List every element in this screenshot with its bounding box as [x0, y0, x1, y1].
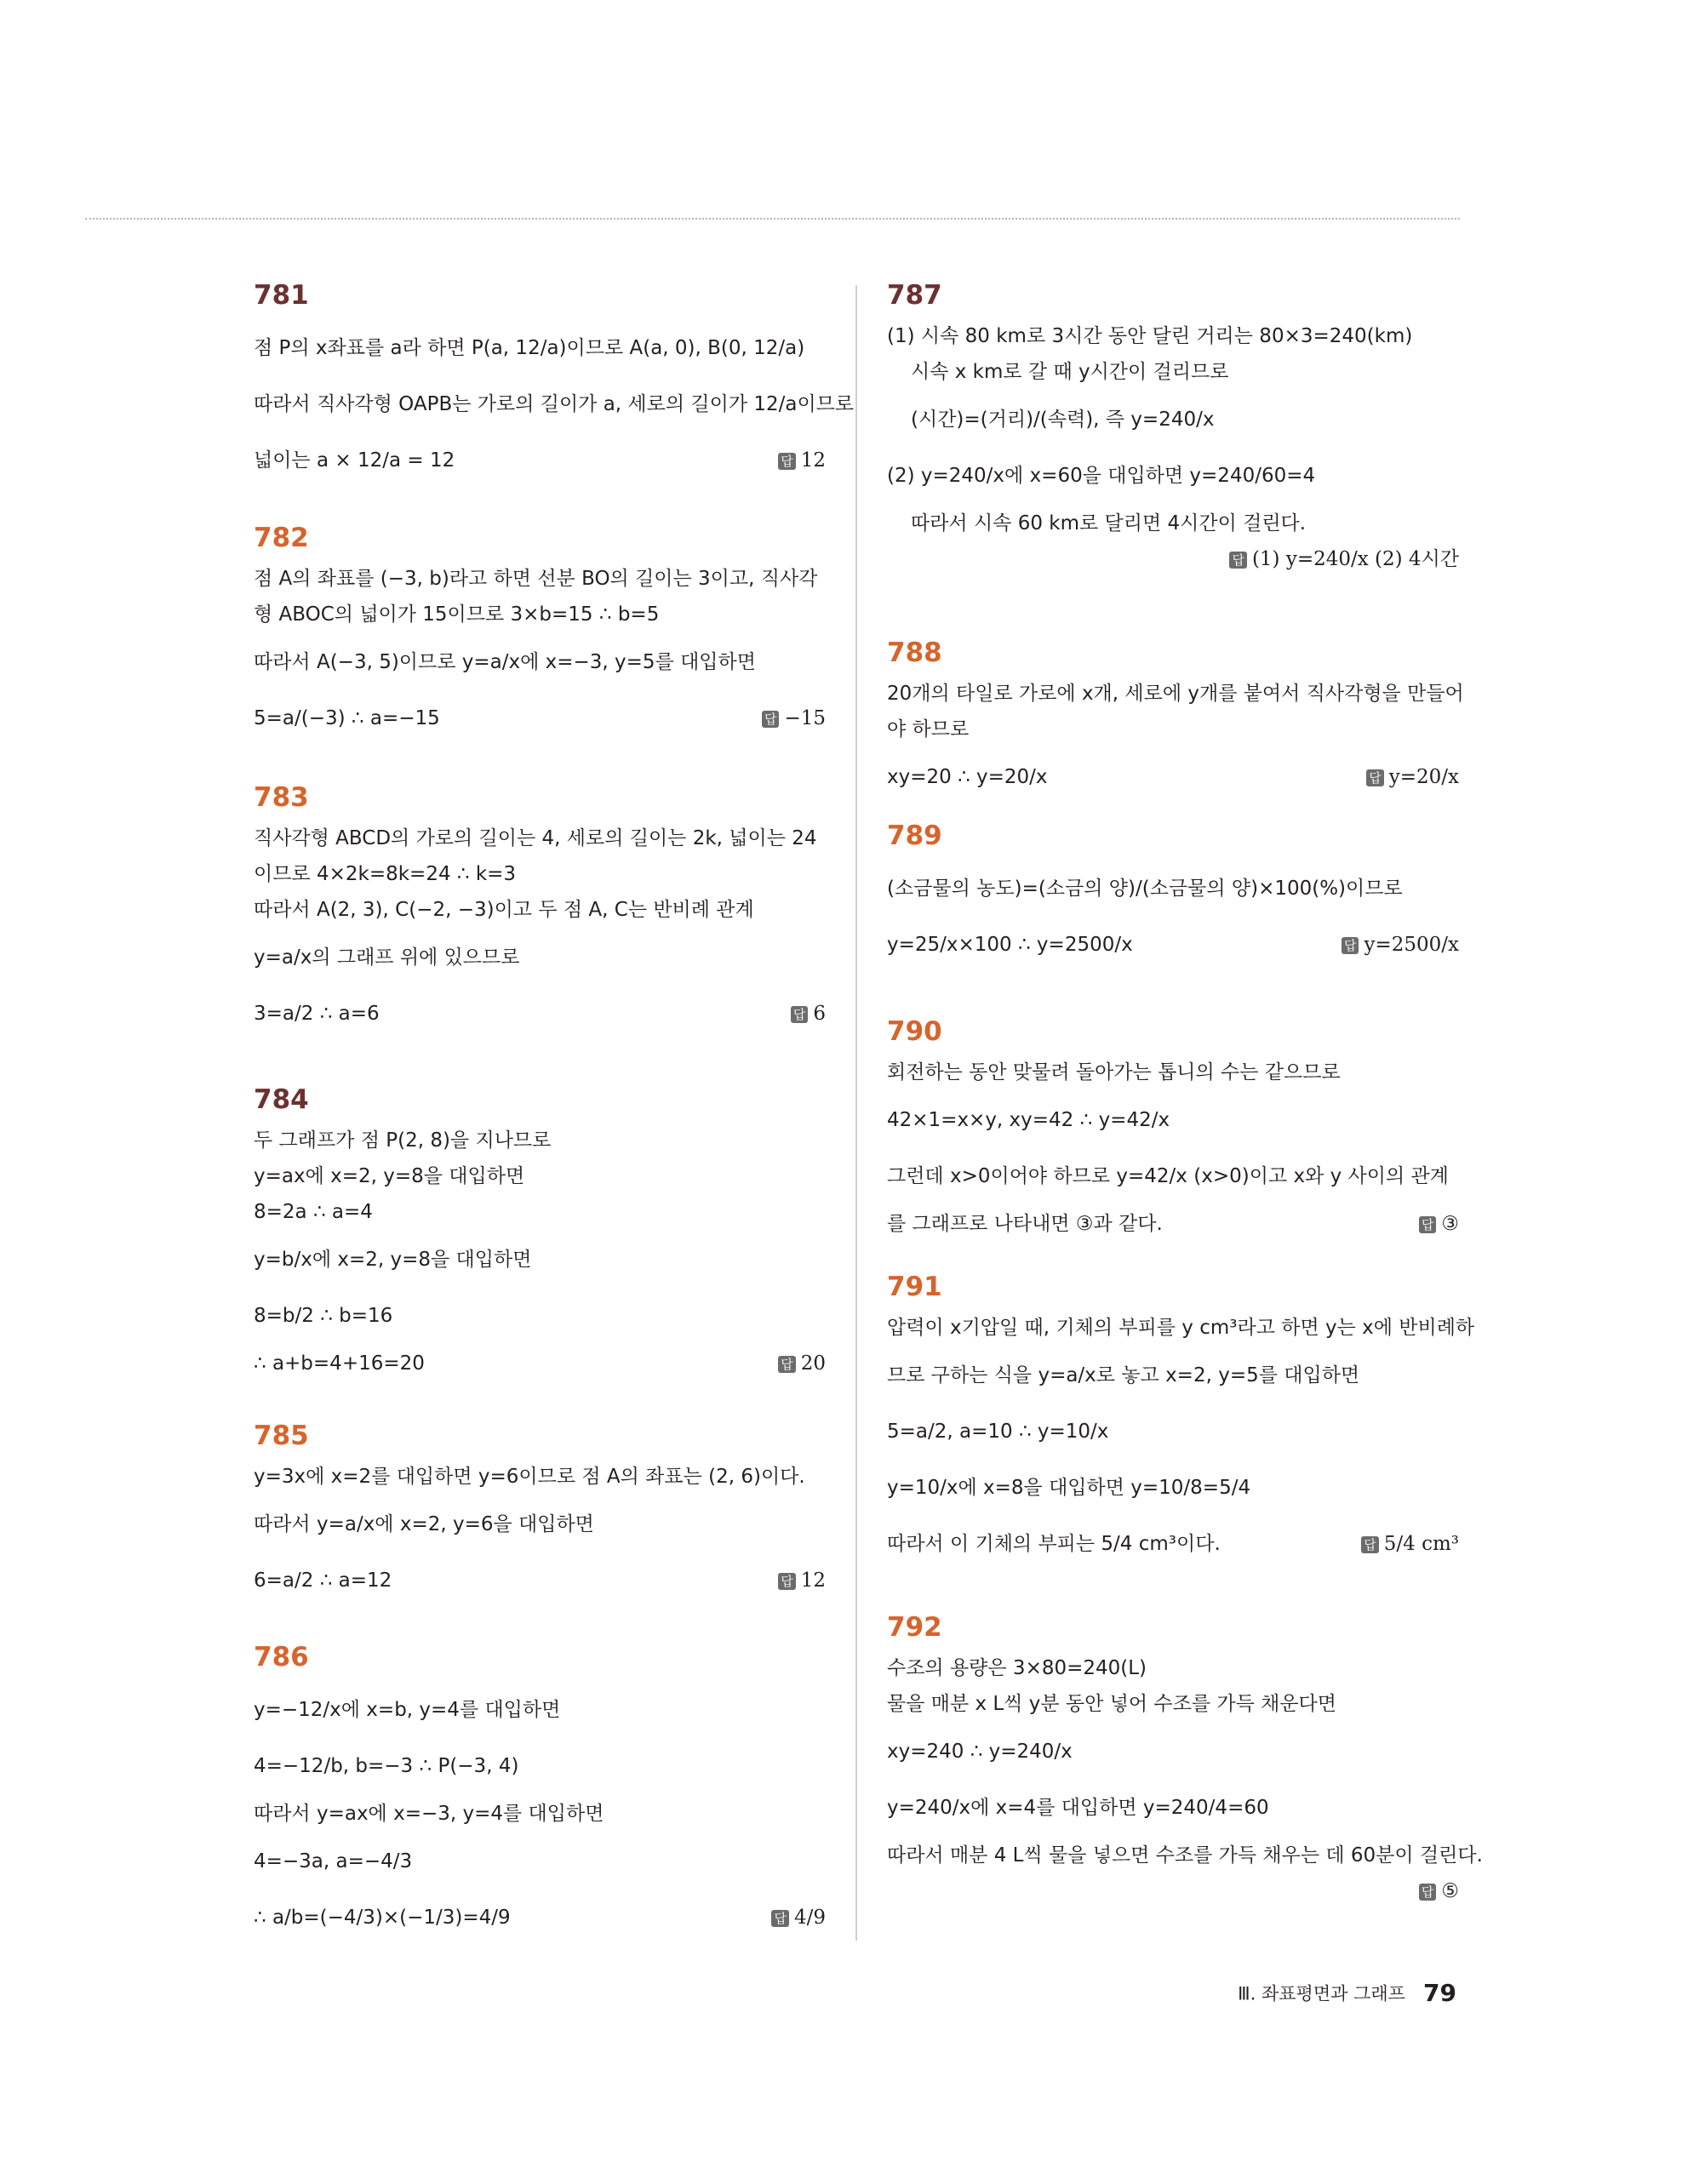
answer-value: 5/4 cm³: [1383, 1533, 1459, 1555]
solution-line: 그런데 x>0이어야 하므로 y=42/x (x>0)이고 x와 y 사이의 관계: [887, 1165, 1449, 1187]
solution-line: 야 하므로: [887, 718, 970, 740]
solution-line: 점 P의 x좌표를 a라 하면 P(a, 12/a)이므로 A(a, 0), B(0, 12/a): [254, 337, 805, 359]
page-footer: [1238, 1979, 1456, 2007]
solution-line: y=10/x에 x=8을 대입하면 y=10/8=5/4: [887, 1477, 1251, 1499]
solution-text: 6=a/2 ∴ a=12: [254, 1569, 392, 1592]
solution-line: 이므로 4×2k=8k=24 ∴ k=3: [254, 863, 517, 885]
problem-number: 791: [887, 1272, 942, 1302]
solution-line: [254, 691, 826, 746]
problem-number: 789: [887, 820, 942, 851]
answer-value: y=2500/x: [1364, 934, 1459, 956]
problem-789: [887, 817, 1459, 1013]
solution-line: 두 그래프가 점 P(2, 8)을 지나므로: [254, 1129, 552, 1152]
header-dotted-rule: [85, 218, 1460, 220]
solution-line: 8=2a ∴ a=4: [254, 1201, 373, 1223]
solution-text: ∴ a+b=4+16=20: [254, 1352, 425, 1375]
solution-line: 시속 x km로 갈 때 y시간이 걸리므로: [911, 361, 1229, 383]
solution-line: 물을 매분 x L씩 y분 동안 넣어 수조를 가득 채운다면: [887, 1693, 1336, 1715]
column-divider: [855, 285, 857, 1941]
solution-line: 직사각형 ABCD의 가로의 길이는 4, 세로의 길이는 2k, 넓이는 24: [254, 827, 817, 849]
problem-number: 788: [887, 637, 942, 668]
answer-value: 20: [800, 1352, 826, 1375]
solution-line: [254, 1553, 826, 1608]
solution-line: [254, 1890, 826, 1945]
solution-text: 3=a/2 ∴ a=6: [254, 1003, 380, 1025]
problem-number: 792: [887, 1612, 942, 1643]
solution-line: (1) 시속 80 km로 3시간 동안 달린 거리는 80×3=240(km): [887, 325, 1413, 347]
solution-line: 므로 구하는 식을 y=a/x로 놓고 x=2, y=5를 대입하면: [887, 1364, 1360, 1386]
solution-line: [254, 986, 826, 1041]
answer: [791, 986, 826, 1041]
right-column: [887, 277, 1483, 1902]
solution-line: [887, 1517, 1459, 1571]
solution-line: xy=240 ∴ y=240/x: [887, 1741, 1073, 1763]
solution-text: xy=20 ∴ y=20/x: [887, 766, 1048, 788]
answer-value: −15: [784, 707, 826, 729]
problem-785: [254, 1417, 826, 1638]
answer: [1361, 1517, 1459, 1571]
solution-line: y=ax에 x=2, y=8을 대입하면: [254, 1165, 525, 1187]
answer-label: 답: [1342, 937, 1359, 954]
answer-label: 답: [771, 1910, 789, 1927]
solution-line: 4=−12/b, b=−3 ∴ P(−3, 4): [254, 1755, 519, 1777]
problem-784: [254, 1081, 826, 1417]
answer: [778, 1553, 826, 1608]
answer-label: 답: [1366, 769, 1384, 786]
solution-line: 따라서 A(2, 3), C(−2, −3)이고 두 점 A, C는 반비례 관계: [254, 899, 754, 921]
answer-value: (1) y=240/x (2) 4시간: [1251, 548, 1459, 570]
solution-line: 따라서 A(−3, 5)이므로 y=a/x에 x=−3, y=5를 대입하면: [254, 651, 756, 673]
problem-792: [887, 1609, 1483, 1902]
solution-line: y=a/x의 그래프 위에 있으므로: [254, 946, 520, 969]
solution-text: 넓이는 a × 12/a = 12: [254, 449, 455, 472]
answer: [1342, 918, 1459, 972]
answer-value: ⑤: [1441, 1880, 1459, 1902]
answer-value: 6: [813, 1003, 826, 1025]
answer: [762, 691, 826, 746]
solution-line: 따라서 매분 4 L씩 물을 넣으면 수조를 가득 채우는 데 60분이 걸린다.: [887, 1844, 1483, 1867]
problem-783: [254, 779, 826, 1081]
problem-number: 785: [254, 1421, 309, 1451]
page-number: 79: [1423, 1979, 1456, 2007]
answer-line: [887, 1876, 1459, 1907]
answer-label: 답: [778, 1356, 796, 1373]
solution-line: 따라서 직사각형 OAPB는 가로의 길이가 a, 세로의 길이가 12/a이므로: [254, 393, 855, 415]
answer-label: 답: [791, 1006, 809, 1023]
problem-number: 790: [887, 1016, 942, 1047]
solution-line: 20개의 타일로 가로에 x개, 세로에 y개를 붙여서 직사각형을 만들어: [887, 683, 1464, 705]
answer-label: 답: [1419, 1884, 1437, 1901]
solution-line: 4=−3a, a=−4/3: [254, 1850, 413, 1872]
answer: [1366, 750, 1459, 804]
solution-line: 42×1=x×y, xy=42 ∴ y=42/x: [887, 1109, 1170, 1131]
solution-line: 5=a/2, a=10 ∴ y=10/x: [887, 1421, 1109, 1443]
solution-line: [887, 918, 1459, 972]
solution-line: [254, 1348, 826, 1379]
solution-line: [887, 750, 1459, 804]
solution-line: y=b/x에 x=2, y=8을 대입하면: [254, 1249, 532, 1271]
solution-text: 를 그래프로 나타내면 ③과 같다.: [887, 1213, 1163, 1235]
problem-791: [887, 1268, 1475, 1609]
answer: [771, 1890, 826, 1945]
answer-value: 12: [800, 1569, 826, 1592]
answer: [1419, 1209, 1459, 1239]
problem-788: [887, 634, 1464, 817]
problem-787: [887, 277, 1459, 634]
problem-number: 781: [254, 280, 309, 311]
answer: [778, 433, 826, 488]
answer-value: 12: [800, 449, 826, 472]
solution-line: 수조의 용량은 3×80=240(L): [887, 1657, 1147, 1679]
problem-number: 784: [254, 1084, 309, 1115]
answer-label: 답: [778, 1573, 796, 1590]
solution-line: (시간)=(거리)/(속력), 즉 y=240/x: [911, 409, 1215, 431]
problem-number: 786: [254, 1642, 309, 1672]
answer: [778, 1348, 826, 1379]
solution-line: 따라서 y=ax에 x=−3, y=4를 대입하면: [254, 1803, 604, 1825]
answer-value: 4/9: [793, 1907, 826, 1929]
solution-line: 따라서 y=a/x에 x=2, y=6을 대입하면: [254, 1513, 594, 1535]
answer-value: ③: [1441, 1213, 1459, 1235]
problem-number: 782: [254, 523, 309, 553]
problem-781: [254, 277, 855, 519]
answer-label: 답: [1419, 1216, 1437, 1233]
chapter-title: Ⅲ. 좌표평면과 그래프: [1238, 1983, 1405, 2004]
solution-text: 따라서 이 기체의 부피는 5/4 cm³이다.: [887, 1533, 1221, 1555]
problem-790: [887, 1013, 1459, 1268]
problem-number: 787: [887, 280, 942, 311]
solution-line: y=240/x에 x=4를 대입하면 y=240/4=60: [887, 1797, 1269, 1819]
solution-line: [254, 433, 826, 488]
solution-line: 점 A의 좌표를 (−3, b)라고 하면 선분 BO의 길이는 3이고, 직사각: [254, 568, 818, 590]
answer-line: [887, 544, 1459, 575]
solution-text: ∴ a/b=(−4/3)×(−1/3)=4/9: [254, 1907, 511, 1929]
answer-label: 답: [1229, 552, 1247, 569]
solution-line: [887, 1209, 1459, 1239]
left-column: [254, 277, 855, 1945]
solution-text: y=25/x×100 ∴ y=2500/x: [887, 934, 1133, 956]
solution-line: 8=b/2 ∴ b=16: [254, 1305, 393, 1327]
answer-value: y=20/x: [1388, 766, 1459, 788]
solution-line: (2) y=240/x에 x=60을 대입하면 y=240/60=4: [887, 465, 1316, 487]
solution-line: (소금물의 농도)=(소금의 양)/(소금물의 양)×100(%)이므로: [887, 878, 1403, 900]
solution-text: 5=a/(−3) ∴ a=−15: [254, 707, 440, 729]
problem-number: 783: [254, 782, 309, 813]
solution-line: 압력이 x기압일 때, 기체의 부피를 y cm³라고 하면 y는 x에 반비례하: [887, 1317, 1475, 1339]
solution-line: y=3x에 x=2를 대입하면 y=6이므로 점 A의 좌표는 (2, 6)이다.: [254, 1466, 805, 1488]
answer-label: 답: [778, 453, 796, 470]
solution-line: 회전하는 동안 맞물려 돌아가는 톱니의 수는 같으므로: [887, 1061, 1341, 1083]
answer-label: 답: [1361, 1536, 1379, 1553]
problem-782: [254, 519, 826, 779]
solution-line: y=−12/x에 x=b, y=4를 대입하면: [254, 1699, 561, 1721]
answer-label: 답: [762, 711, 780, 728]
problem-786: [254, 1638, 826, 1945]
solution-line: 따라서 시속 60 km로 달리면 4시간이 걸린다.: [911, 512, 1307, 535]
solution-line: 형 ABOC의 넓이가 15이므로 3×b=15 ∴ b=5: [254, 603, 660, 626]
